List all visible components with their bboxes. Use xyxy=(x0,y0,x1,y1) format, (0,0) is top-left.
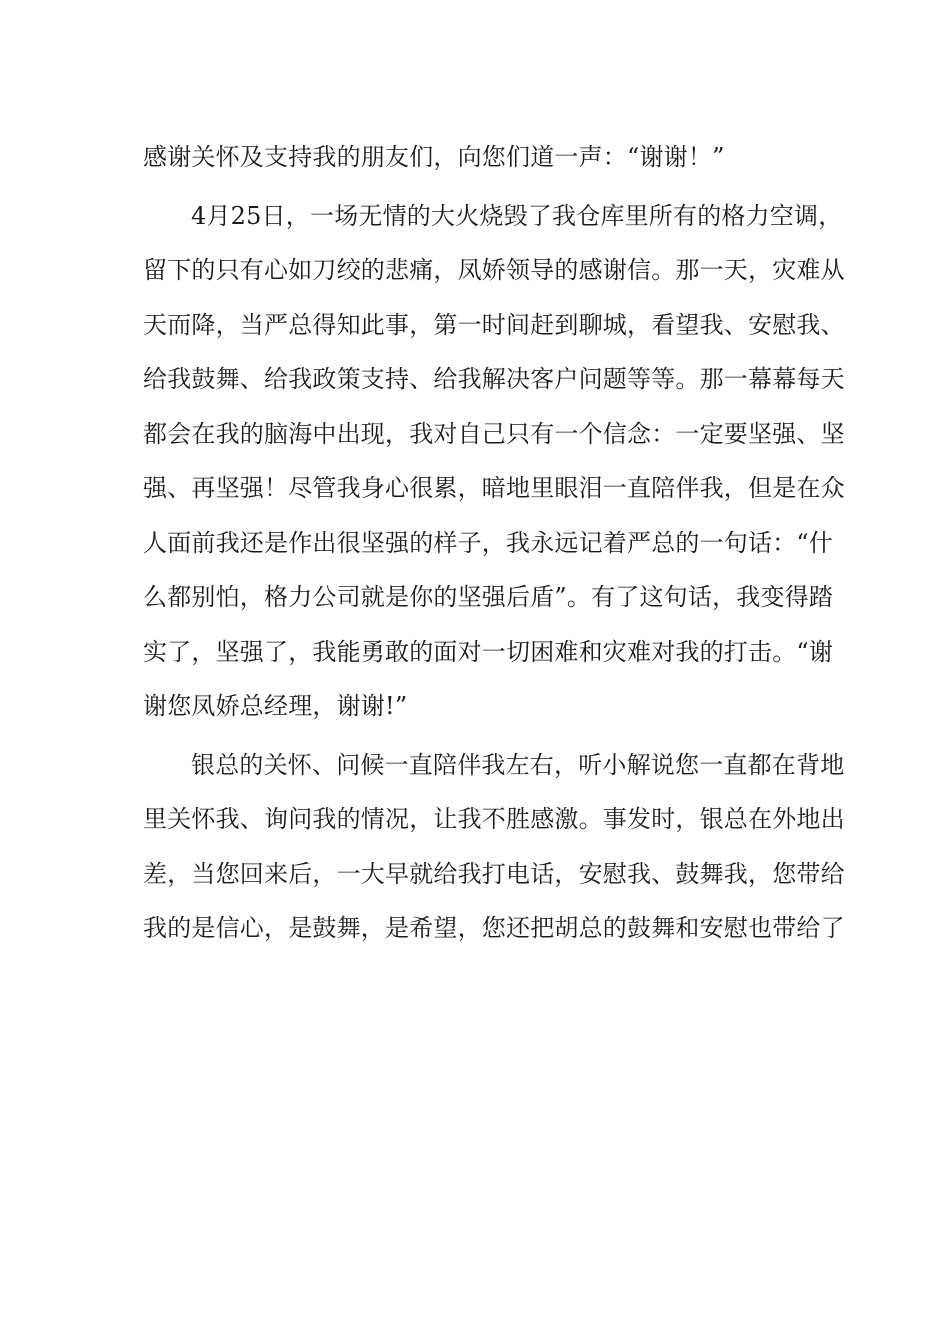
paragraph-2-line-4: 给我鼓舞、给我政策支持、给我解决客户问题等等。那一幕幕每天 xyxy=(143,365,845,393)
paragraph-2-line-7: 人面前我还是作出很坚强的样子，我永远记着严总的一句话：“什 xyxy=(143,528,834,557)
paragraph-2-line-6: 强、再坚强！尽管我身心很累，暗地里眼泪一直陪伴我，但是在众 xyxy=(143,474,845,502)
paragraph-3-line-3: 差，当您回来后，一大早就给我打电话，安慰我、鼓舞我，您带给 xyxy=(143,859,845,888)
paragraph-2-line-8: 么都别怕，格力公司就是你的坚强后盾”。有了这句话，我变得踏 xyxy=(143,583,834,611)
paragraph-2-line-2: 留下的只有心如刀绞的悲痛，凤娇领导的感谢信。那一天，灾难从 xyxy=(143,256,845,284)
paragraph-3-line-1: 银总的关怀、问候一直陪伴我左右，听小解说您一直都在背地 xyxy=(191,750,845,779)
paragraph-2-line-1: 4月25日，一场无情的大火烧毁了我仓库里所有的格力空调， xyxy=(191,201,843,230)
paragraph-2-line-5: 都会在我的脑海中出现，我对自己只有一个信念：一定要坚强、坚 xyxy=(143,419,845,448)
paragraph-1-line-1: 感谢关怀及支持我的朋友们，向您们道一声：“谢谢！” xyxy=(143,143,725,171)
paragraph-2-line-9: 实了，坚强了，我能勇敢的面对一切困难和灾难对我的打击。“谢 xyxy=(143,637,834,666)
paragraph-3-line-4: 我的是信心，是鼓舞，是希望，您还把胡总的鼓舞和安慰也带给了 xyxy=(143,914,845,942)
paragraph-2-line-10: 谢您凤娇总经理，谢谢!” xyxy=(143,692,408,720)
document-body xyxy=(143,130,845,956)
paragraph-2-line-3: 天而降，当严总得知此事，第一时间赶到聊城，看望我、安慰我、 xyxy=(143,310,845,339)
paragraph-3-line-2: 里关怀我、询问我的情况，让我不胜感激。事发时，银总在外地出 xyxy=(143,805,845,833)
